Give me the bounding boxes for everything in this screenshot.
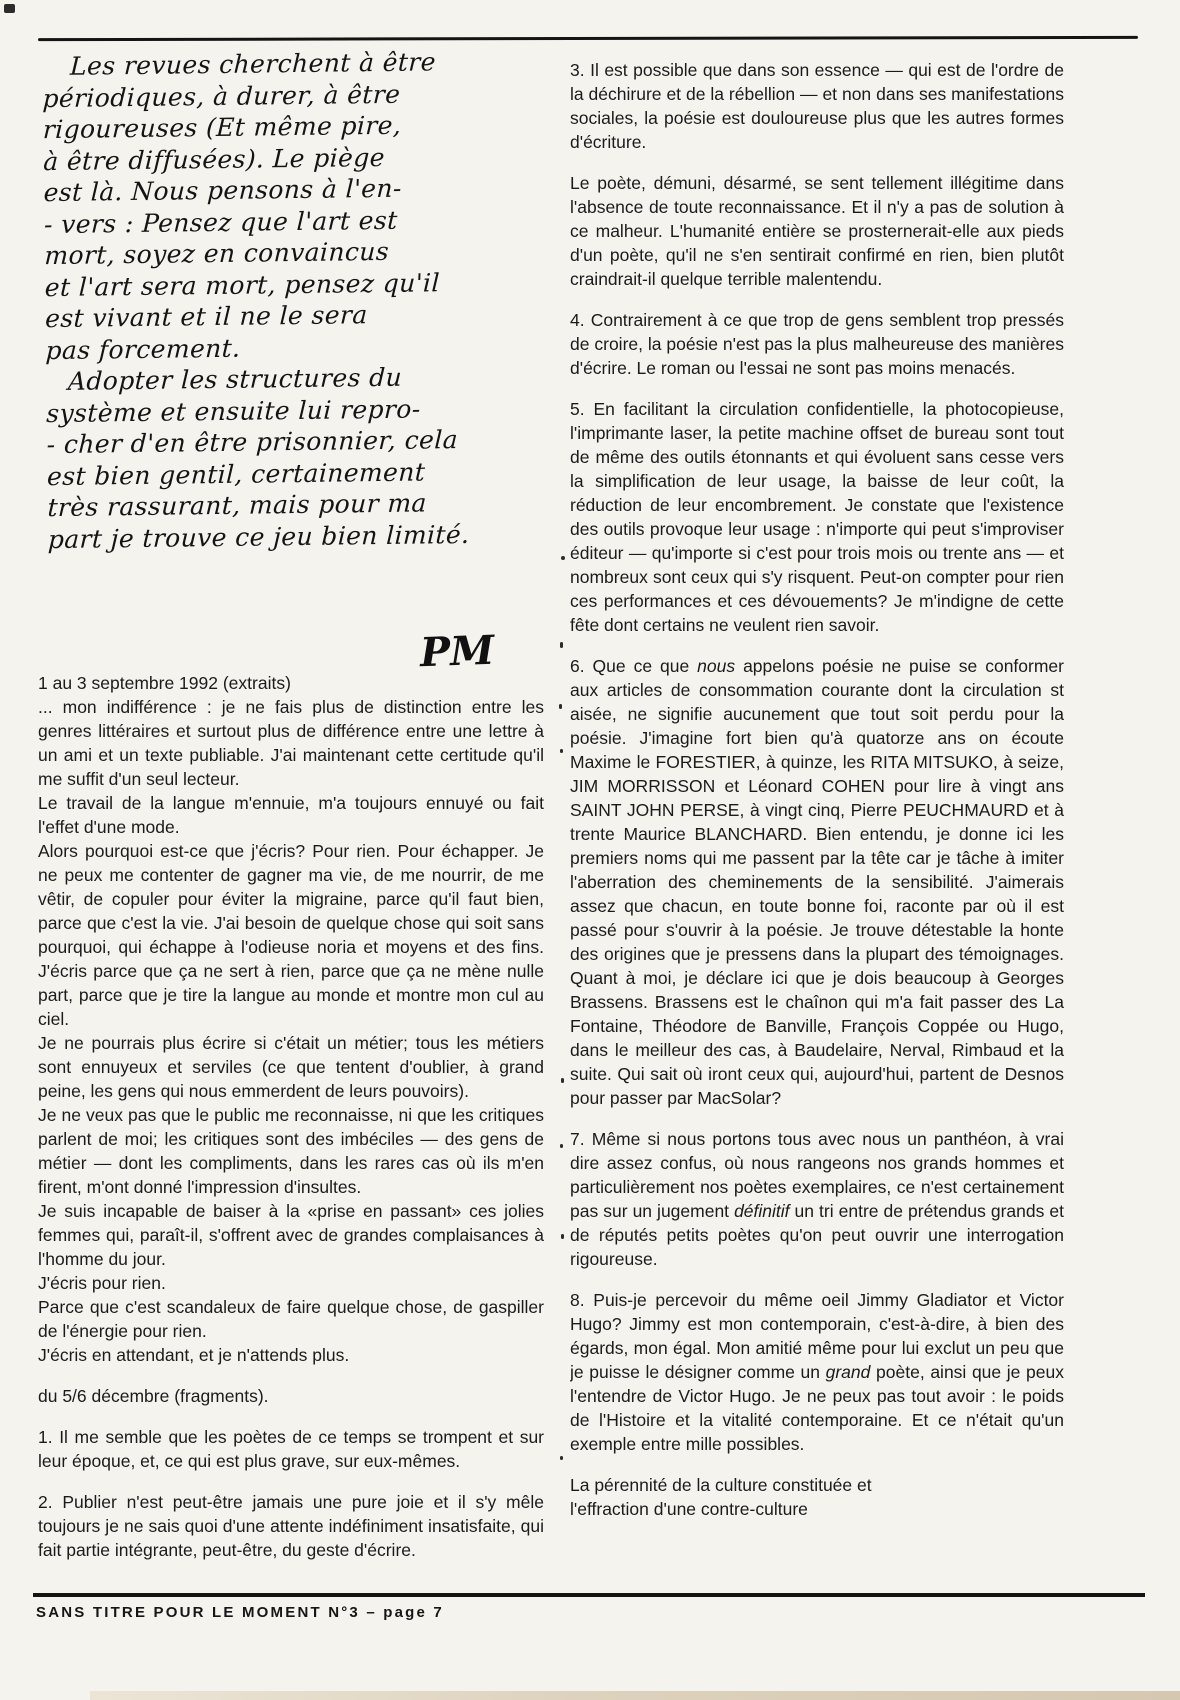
ink-speck <box>560 642 563 648</box>
handwriting-line: rigoureuses (Et même pire, <box>42 110 402 145</box>
paragraph: ... mon indifférence : je ne fais plus de distinction entre les genres littéraires et surtout plus de différence entre une lettre à un ami et un texte publiable. J'ai maintenant cette certitude qu'il me suffit d'un seul lecteur. <box>38 697 544 789</box>
handwriting-line: à être diffusées). Le piège <box>42 142 386 176</box>
handwriting-line: est là. Nous pensons à l'en- <box>43 173 403 208</box>
ink-speck <box>561 556 565 560</box>
paragraph: 4. Contrairement à ce que trop de gens semblent trop pressés de croire, la poésie n'est pas la plus malheureuse des manières d'écrire. Le roman ou l'essai ne sont pas moins menacés. <box>570 310 1064 378</box>
handwriting-line: est bien gentil, certainement <box>46 456 426 491</box>
handwriting-line: - cher d'en être prisonnier, cela <box>46 425 459 460</box>
ink-speck <box>561 1078 564 1083</box>
handwriting-line: part je trouve ce jeu bien limité. <box>47 519 471 554</box>
ink-speck <box>561 1234 564 1239</box>
handwriting-line: Adopter les structures du <box>67 362 403 396</box>
footer-rule <box>33 1593 1145 1597</box>
ink-speck <box>560 749 563 753</box>
paragraph: 2. Publier n'est peut-être jamais une pure joie et il s'y mêle toujours je ne sais quoi d'une attente indéfiniment insatisfaite, qui fait partie intégrante, peut-être, du geste d'écrire. <box>38 1492 544 1560</box>
paragraph: 1. Il me semble que les poètes de ce temps se trompent et sur leur époque, et, ce qui est plus grave, sur eux-mêmes. <box>38 1427 544 1471</box>
paragraph: 5. En facilitant la circulation confidentielle, la photocopieuse, l'imprimante laser, la petite machine offset de bureau sont tout de même des outils étonnants et qui évoluent sans cesse vers la simplification de leur usage, la baisse de leur coût, la réduction de leur encombrement. Je constate que l'existence des outils provoque leur usage : n'importe qui peut s'improviser éditeur — qu'importe si c'est pour trois mois ou trente ans — et nombreux sont ceux qui s'y risquent. Peut-on compter pour rien ces performances et ces dévouements? Je m'indigne de cette fête dont certains ne veulent rien savoir. <box>570 399 1064 635</box>
paragraph: Alors pourquoi est-ce que j'écris? Pour rien. Pour échapper. Je ne peux me contenter de gagner ma vie, de me nourrir, de me vêtir, de copuler pour éviter la migraine, parce qu'il faut bien, parce que c'est la vie. J'ai besoin de quelque chose qui soit sans pourquoi, qui échappe à l'odieuse noria et moyens et des fins. J'écris parce que ça ne sert à rien, parce que ça ne mène nulle part, parce que je tire la langue au monde et montre mon cul au ciel. <box>38 841 544 1029</box>
paragraph: 3. Il est possible que dans son essence — qui est de l'ordre de la déchirure et de la rébellion — et non dans ses manifestations sociales, la poésie est douloureuse plus que les autres formes d'écriture. <box>570 60 1064 152</box>
footer-text: SANS TITRE POUR LE MOMENT N°3 – page 7 <box>36 1604 444 1621</box>
paragraph: Le travail de la langue m'ennuie, m'a toujours ennuyé ou fait l'effet d'une mode. <box>38 793 544 837</box>
ink-speck <box>559 704 562 709</box>
handwriting-line: est vivant et il ne le sera <box>44 300 369 334</box>
handwriting-line: pas forcement. <box>45 333 242 365</box>
paragraph: 7. Même si nous portons tous avec nous un panthéon, à vrai dire assez confus, où nous rangeons nos grands hommes et particulièrement nos poètes exemplaires, ce n'est certainement pas sur un jugement définitif un tri entre de prétendus grands et de réputés petits poètes qu'on peut ouvrir une interrogation rigoureuse. <box>570 1129 1064 1269</box>
paragraph: Je suis incapable de baiser à la «prise en passant» ces jolies femmes qui, paraît-il, s'offrent avec de grandes complaisances à l'homme du jour. <box>38 1201 544 1269</box>
handwriting-line: - vers : Pensez que l'art est <box>43 205 399 239</box>
paragraph: J'écris pour rien. <box>38 1273 166 1293</box>
ink-speck <box>560 1456 563 1460</box>
top-rule <box>38 36 1138 41</box>
paragraph: Parce que c'est scandaleux de faire quelque chose, de gaspiller de l'énergie pour rien. <box>38 1297 544 1341</box>
ink-speck <box>4 4 15 13</box>
paragraph: J'écris en attendant, et je n'attends plus. <box>38 1345 350 1365</box>
paragraph: du 5/6 décembre (fragments). <box>38 1386 269 1406</box>
paragraph: Je ne pourrais plus écrire si c'était un métier; tous les métiers sont ennuyeux et serviles (ce que tentent d'oublier, à grand peine, les gens qui nous emmerdent de leurs pouvoirs). <box>38 1033 544 1101</box>
handwriting-line: périodiques, à durer, à être <box>41 79 401 113</box>
left-column <box>38 671 544 1589</box>
handwriting-line: Les revues cherchent à être <box>69 47 437 81</box>
paragraph: La pérennité de la culture constituée et <box>570 1475 872 1495</box>
paragraph: 8. Puis-je percevoir du même oeil Jimmy Gladiator et Victor Hugo? Jimmy est mon contemporain, c'est-à-dire, à bien des égards, mon égal. Mon amitié même pour lui exclut un peu que je puisse le désigner comme un grand poète, ainsi que je peux l'entendre de Victor Hugo. Je ne peux pas tout avoir : le poids de l'Histoire et la vitalité contemporaine. Et ce n'était qu'un exemple entre mille possibles. <box>570 1290 1064 1454</box>
right-column <box>570 58 1064 1590</box>
paragraph: l'effraction d'une contre-culture <box>570 1499 808 1519</box>
paragraph: Le poète, démuni, désarmé, se sent tellement illégitime dans l'absence de toute reconnaissance. Et il n'y a pas de solution à ce malheur. L'humanité entière se prosternerait-elle aux pieds d'un poète, qu'il ne s'en sentirait confirmé en rien, bien plutôt craindrait-il quelque terrible malentendu. <box>570 173 1064 289</box>
paragraph: 1 au 3 septembre 1992 (extraits) <box>38 673 291 693</box>
paragraph: 6. Que ce que nous appelons poésie ne puise se conformer aux articles de consommation courante dont la circulation st aisée, ne signifie aucunement que tout soit perdu pour la poésie. J'imagine fort bien qu'à quatorze ans on écoute Maxime le FORESTIER, à quinze, les RITA MITSUKO, à seize, JIM MORRISSON et Léonard COHEN pour lire à vingt ans SAINT JOHN PERSE, à vingt cinq, Pierre PEUCHMAURD et à trente Maurice BLANCHARD. Bien entendu, je donne ici les premiers noms qui me passent par la tête car je tâche à imiter l'aberration des cheminements de la sensibilité. J'aimerais assez que chacun, en toute bonne foi, raconte par où il est passé pour s'ouvrir à la poésie. Je trouve détestable la honte des origines que je pressens dans la plupart des témoignages. Quant à moi, je déclare ici que je dois beaucoup à Georges Brassens. Brassens est le chaînon qui m'a fait passer des La Fontaine, Théodore de Banville, François Coppée ou Hugo, dans le meilleur des cas, à Baudelaire, Nerval, Rimbaud et la suite. Qui sait où iront ceux qui, aujourd'hui, partent de Desnos pour passer par MacSolar? <box>570 656 1064 1108</box>
handwriting-line: mort, soyez en convaincus <box>43 236 390 271</box>
handwritten-note <box>42 45 553 555</box>
handwriting-line: système et ensuite lui repro- <box>45 393 422 428</box>
scan-edge-strip <box>90 1691 1180 1700</box>
paragraph: Je ne veux pas que le public me reconnaisse, ni que les critiques parlent de moi; les critiques sont des imbéciles — des gens de métier — dont les compliments, dans les rares cas où ils m'en firent, m'ont donné l'impression d'insultes. <box>38 1105 544 1197</box>
handwriting-line: et l'art sera mort, pensez qu'il <box>44 267 441 302</box>
ink-speck <box>560 1144 563 1148</box>
handwriting-lines <box>42 45 553 555</box>
signature: PM <box>419 626 496 677</box>
handwriting-line: très rassurant, mais pour ma <box>46 488 428 523</box>
